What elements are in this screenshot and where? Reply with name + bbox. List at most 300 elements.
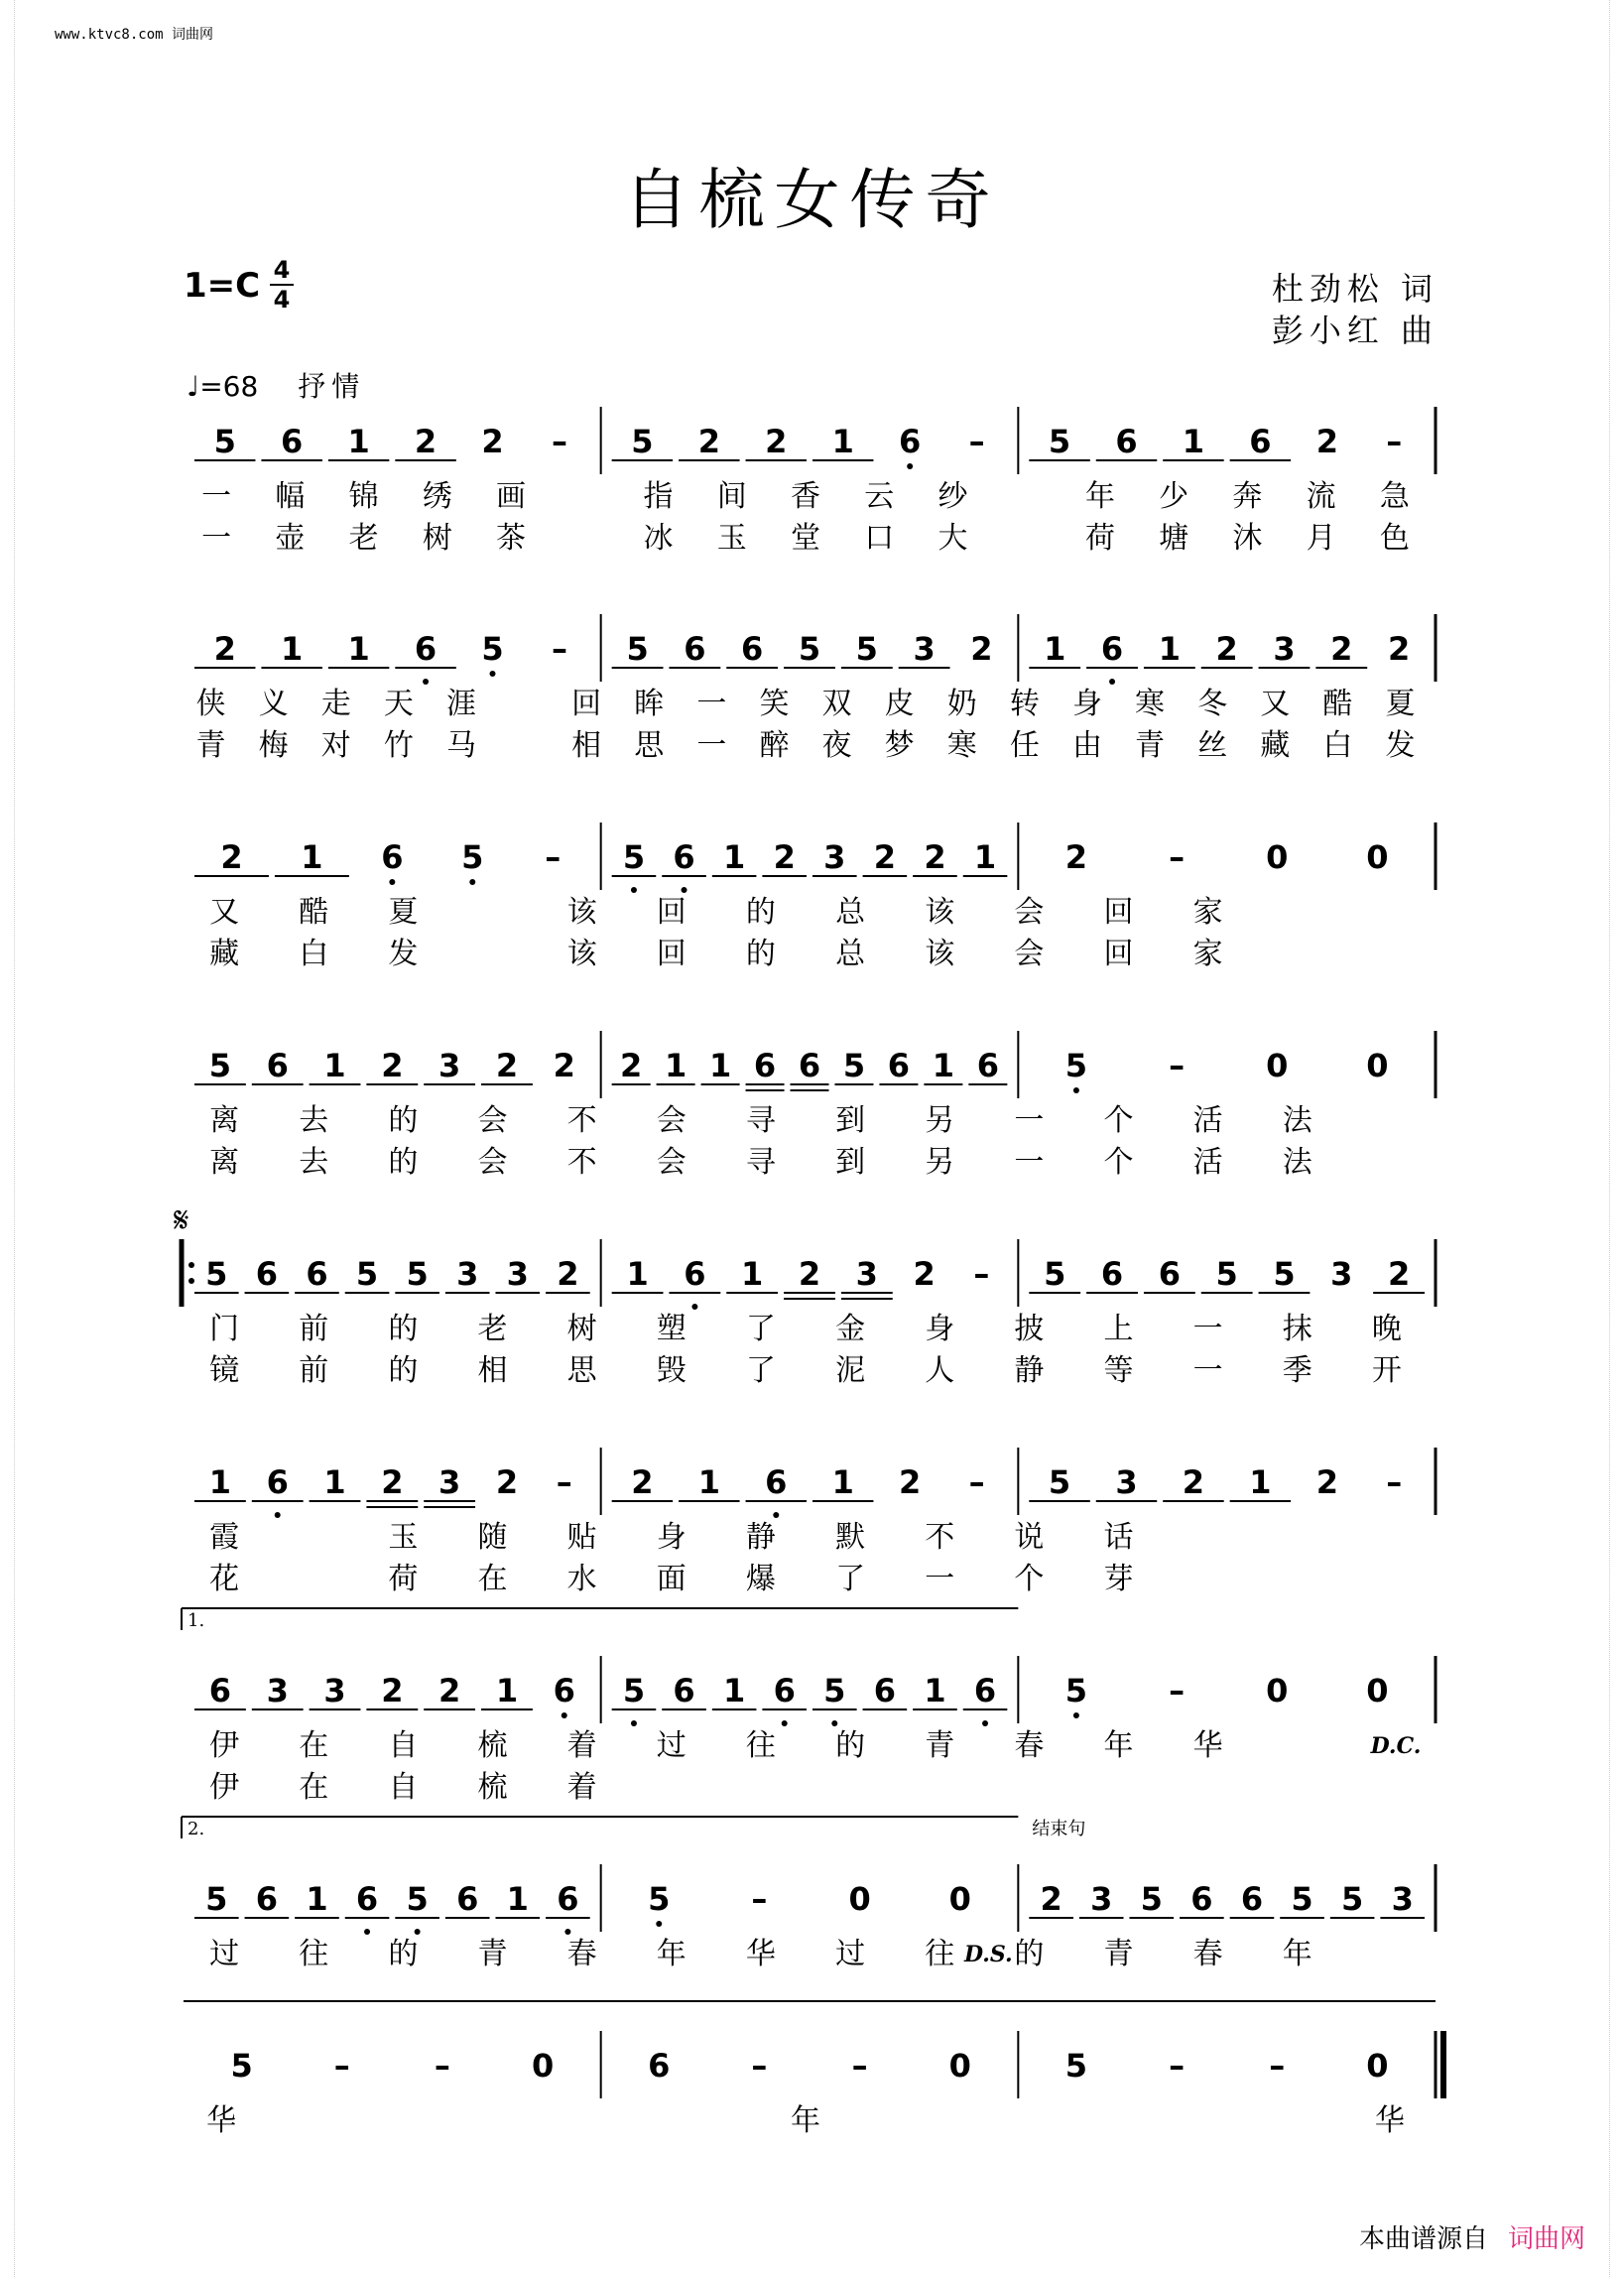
note: 3 [266,1672,289,1709]
octave-dot [1073,1712,1079,1718]
note: 6 [553,1672,575,1709]
lyric-char: 青 [477,1937,508,1971]
lyric-char: 夜 [821,728,852,763]
note: – [551,423,567,460]
lyric-char: 开 [1371,1353,1402,1388]
octave-dot [682,887,687,893]
lyric-char: 指 [643,479,674,514]
note: 3 [1273,630,1296,668]
lyric-char: 季 [1282,1353,1312,1388]
lyric-char: 到 [835,1145,866,1180]
note: 6 [414,630,437,668]
note: 5 [205,1880,228,1918]
lyric-char: 马 [445,728,476,763]
note: 6 [873,1672,897,1709]
note: 1 [323,1047,346,1084]
lyric-char: 会 [1014,895,1045,930]
note: – [556,1463,572,1501]
note: 1 [1249,1463,1272,1501]
note: 3 [1391,1880,1414,1918]
note: 3 [506,1255,529,1293]
lyric-char: 霞 [209,1520,240,1555]
lyric-char: 个 [1103,1103,1134,1138]
lyric-char: 披 [1014,1312,1045,1346]
lyric-char: 自 [388,1728,419,1763]
lyric-char: 醉 [759,728,790,763]
note: 2 [381,1047,404,1084]
note: 6 [1158,1255,1181,1293]
note: 0 [1366,1047,1389,1084]
lyric-char: 堂 [791,521,820,556]
octave-dot [1073,1087,1079,1093]
lyric-char: 锦 [348,479,379,514]
octave-dot [1109,679,1115,685]
lyric-char: 身 [925,1312,955,1346]
note: 5 [1048,423,1071,460]
lyric-char: 身 [656,1520,687,1555]
note: 5 [406,1255,429,1293]
note: 6 [887,1047,911,1084]
octave-dot [782,1720,788,1726]
octave-dot [423,679,429,685]
lyric-char: 思 [566,1353,597,1388]
lyric-char: 寒 [946,728,977,763]
lyric-char: 人 [925,1353,955,1388]
note: 3 [456,1255,479,1293]
note: 6 [456,1880,479,1918]
lyric-char: 面 [656,1562,687,1596]
lyric-char: 年 [656,1937,687,1971]
lyric-char: 眸 [634,687,665,721]
lyric-char: 回 [1103,895,1134,930]
lyric-char: 寻 [745,1103,776,1138]
note: 6 [255,1255,279,1293]
lyric-char: 的 [388,1353,419,1388]
lyric-char: 又 [209,895,240,930]
lyric-char: 年 [1103,1728,1134,1763]
lyric-char: 着 [566,1770,597,1805]
lyric-char: 静 [1014,1353,1045,1388]
octave-dot [389,879,395,885]
lyric-char: 花 [209,1562,240,1596]
lyric-char: 一 [1192,1312,1223,1346]
lyric-char: 另 [925,1145,955,1180]
lyric-char: 爆 [745,1562,776,1596]
lyric-char: 荷 [388,1562,419,1596]
note: 2 [924,838,946,876]
note: – [545,838,562,876]
lyric-char: 天 [383,687,414,721]
note: 2 [765,423,788,460]
lyric-char: 总 [835,895,866,930]
lyric-char: 往 [745,1728,776,1763]
lyric-char: 发 [1385,728,1416,763]
note: 2 [1387,1255,1411,1293]
tempo-value: ♩=68 [187,370,259,403]
note: 0 [1366,838,1389,876]
note: 5 [823,1672,846,1709]
note: 3 [1090,1880,1113,1918]
note: 1 [708,1047,732,1084]
note: 5 [1064,1672,1088,1709]
octave-dot [415,1929,421,1935]
lyric-char: 年 [1282,1937,1312,1971]
time-signature-bottom: 4 [270,284,294,314]
lyric-char: 由 [1071,728,1102,763]
note: 3 [438,1463,461,1501]
lyric-char: 冰 [643,521,674,556]
lyric-char: 冬 [1197,687,1228,721]
note: 1 [208,1463,232,1501]
octave-dot [656,1921,662,1927]
note: 2 [381,1463,404,1501]
note: – [751,2047,768,2085]
lyric-char: 走 [320,687,351,721]
lyric-char: 酷 [299,895,329,930]
lyric-char: 涯 [445,687,476,721]
note: 2 [481,423,504,460]
lyricist: 杜劲松 词 [1271,270,1438,308]
lyric-char: 年 [1084,479,1115,514]
lyric-char: 门 [209,1312,240,1346]
lyric-char: 家 [1192,937,1223,971]
note: – [1169,1672,1186,1709]
lyric-char: 塑 [656,1312,687,1346]
lyric-char: 离 [209,1103,240,1138]
note: 2 [1040,1880,1062,1918]
lyric-char: 侠 [195,687,226,721]
note: 3 [913,630,936,668]
lyric-char: 默 [835,1520,866,1555]
lyric-char: 寒 [1135,687,1166,721]
octave-dot [831,1720,837,1726]
note: 2 [1330,630,1353,668]
lyric-char: 家 [1192,895,1223,930]
lyric-char: 往 [925,1937,955,1971]
segno-sign: 𝄋 [174,1201,189,1241]
lyric-char: 间 [716,479,747,514]
song-title: 自梳女传奇 [623,162,1001,238]
note: 1 [1158,630,1181,668]
note: 0 [1266,1672,1289,1709]
note: 2 [557,1255,579,1293]
note: 5 [1273,1255,1296,1293]
lyric-char: 色 [1379,521,1410,556]
note: 2 [620,1047,643,1084]
lyric-char: 活 [1192,1145,1223,1180]
note: 2 [631,1463,654,1501]
note: 3 [438,1047,461,1084]
lyric-char: 离 [209,1145,240,1180]
note: 5 [213,423,236,460]
lyric-char: 华 [206,2103,237,2138]
lyric-char: 往 [299,1937,329,1971]
lyric-char: 思 [634,728,665,763]
note: 3 [323,1672,346,1709]
note: 1 [973,838,997,876]
note: 2 [873,838,897,876]
note: 6 [1100,1255,1124,1293]
note: 6 [741,630,764,668]
note: 6 [973,1672,997,1709]
lyric-char: 藏 [1260,728,1291,763]
lyric-char: 树 [422,521,452,556]
lyric-char: 前 [299,1312,329,1346]
note: 5 [648,1880,671,1918]
note: – [1169,2047,1186,2085]
lyric-char: 身 [1071,687,1102,721]
lyric-char: 去 [299,1145,329,1180]
note: 2 [495,1047,519,1084]
note: – [333,2047,350,2085]
note: 2 [798,1255,821,1293]
note: 6 [765,1463,788,1501]
footer-brand: 词曲网 [1508,2224,1586,2254]
lyric-char: 该 [566,895,597,930]
note: 1 [323,1463,346,1501]
lyric-char: 个 [1014,1562,1045,1596]
repeat-mark: D.S. [963,1942,1013,1967]
note: 6 [355,1880,379,1918]
lyric-char: 会 [477,1145,508,1180]
lyric-char: 该 [566,937,597,971]
lyric-char: 回 [656,895,687,930]
lyric-char: 画 [496,479,527,514]
note: 6 [1190,1880,1213,1918]
lyric-char: 发 [388,937,419,971]
octave-dot [564,1929,570,1935]
mood-marking: 抒情 [298,370,366,403]
note: 0 [531,2047,555,2085]
lyric-char: 寻 [745,1145,776,1180]
note: – [1386,1463,1403,1501]
lyric-char: 塘 [1159,521,1189,556]
lyric-char: 华 [745,1937,776,1971]
note: 1 [1044,630,1066,668]
note: 2 [414,423,437,460]
note: 6 [266,1463,289,1501]
lyric-char: 前 [299,1353,329,1388]
lyric-char: 回 [656,937,687,971]
lyric-char: 会 [1014,937,1045,971]
note: 5 [205,1255,228,1293]
note: 5 [626,630,649,668]
note: 3 [823,838,846,876]
lyric-char: 不 [566,1145,597,1180]
lyric-char: 的 [388,1145,419,1180]
note: 1 [495,1672,519,1709]
repeat-dot [188,1278,194,1284]
lyric-char: 的 [388,1312,419,1346]
lyric-char: 上 [1103,1312,1134,1346]
note: 5 [355,1255,379,1293]
note: 5 [1340,1880,1364,1918]
lyric-char: 白 [299,937,329,971]
note: 1 [281,630,304,668]
lyric-char: 竹 [383,728,414,763]
note: 1 [722,1672,746,1709]
lyric-char: 梳 [477,1770,508,1805]
note: 0 [1266,1047,1289,1084]
lyric-char: 了 [745,1312,776,1346]
note: 5 [1140,1880,1163,1918]
lyric-char: 白 [1322,728,1353,763]
lyric-char: 活 [1192,1103,1223,1138]
lyric-char: 镜 [209,1353,240,1388]
note: 5 [1215,1255,1238,1293]
note: 2 [1182,1463,1205,1501]
lyric-char: 春 [1014,1728,1045,1763]
lyric-char: 义 [258,687,289,721]
lyric-char: 奔 [1232,479,1263,514]
site-url: www.ktvc8.com 词曲网 [55,27,214,43]
note: 3 [855,1255,878,1293]
lyric-char: 的 [388,1937,419,1971]
note: 0 [1266,838,1289,876]
lyric-char: 静 [745,1520,776,1555]
lyric-char: 相 [477,1353,508,1388]
lyric-char: 一 [696,687,727,721]
lyric-char: 茶 [496,521,527,556]
note: 6 [1249,423,1272,460]
lyric-char: 该 [925,895,955,930]
note: 2 [970,630,993,668]
note: 1 [722,838,746,876]
lyric-char: 春 [566,1937,597,1971]
lyric-char: 金 [835,1312,866,1346]
lyric-char: 贴 [566,1520,597,1555]
note: 5 [481,630,504,668]
octave-dot [773,1512,779,1518]
lyric-char: 会 [656,1103,687,1138]
note: 5 [842,1047,866,1084]
lyric-char: 月 [1306,521,1336,556]
note: 2 [1064,838,1088,876]
note: 2 [1315,423,1338,460]
note: – [968,423,985,460]
octave-dot [631,887,637,893]
note: 2 [1315,1463,1338,1501]
note: 1 [924,1672,946,1709]
lyric-char: 毁 [656,1353,687,1388]
note: 3 [1330,1255,1353,1293]
note: 0 [1366,1672,1389,1709]
lyric-char: 年 [791,2103,820,2138]
note: 2 [438,1672,461,1709]
lyric-char: 话 [1103,1520,1134,1555]
note: 2 [220,838,243,876]
octave-dot [907,463,913,469]
note: 2 [495,1463,519,1501]
octave-dot [490,671,496,677]
lyric-char: 急 [1379,479,1410,514]
lyric-char: 一 [925,1562,955,1596]
note: 1 [932,1047,955,1084]
lyric-char: 的 [745,895,776,930]
lyric-char: 沐 [1232,521,1263,556]
lyric-char: 过 [656,1728,687,1763]
lyric-char: 幅 [275,479,306,514]
note: 2 [773,838,796,876]
lyric-char: 抹 [1282,1312,1312,1346]
note: – [1386,423,1403,460]
note: 6 [684,630,706,668]
octave-dot [631,1720,637,1726]
note: 1 [626,1255,649,1293]
lyric-char: 夏 [1385,687,1416,721]
lyric-char: 树 [566,1312,597,1346]
coda-label: 结束句 [1032,1819,1086,1839]
note: 5 [1044,1255,1066,1293]
lyric-char: 伊 [209,1770,240,1805]
lyric-char: 在 [299,1728,329,1763]
note: 1 [697,1463,720,1501]
lyric-char: 会 [477,1103,508,1138]
lyric-char: 了 [745,1353,776,1388]
note: 6 [648,2047,671,2085]
lyric-char: 一 [201,521,232,556]
note: – [551,630,567,668]
note: 6 [673,838,695,876]
note: 2 [697,423,720,460]
note: 2 [553,1047,575,1084]
note: 5 [230,2047,253,2085]
note: 0 [948,2047,971,2085]
lyric-char: 的 [1014,1937,1045,1971]
note: 1 [741,1255,764,1293]
lyric-char: 青 [1103,1937,1134,1971]
note: 1 [831,423,854,460]
repeat-dot [188,1262,194,1268]
note: 6 [798,1047,821,1084]
lyric-char: 随 [477,1520,508,1555]
note: 5 [798,630,821,668]
lyric-char: 皮 [884,687,915,721]
note: 0 [848,1880,871,1918]
lyric-char: 等 [1103,1353,1134,1388]
lyric-char: 老 [348,521,379,556]
lyric-char: 一 [201,479,232,514]
note: 5 [208,1047,232,1084]
repeat-mark: D.C. [1370,1733,1422,1759]
note: – [851,2047,868,2085]
lyric-char: 的 [835,1728,866,1763]
note: 0 [1366,2047,1389,2085]
lyric-char: 该 [925,937,955,971]
footer-label: 本曲谱源自 [1359,2224,1489,2254]
lyric-char: 少 [1159,479,1189,514]
lyric-char: 回 [571,687,602,721]
octave-dot [469,879,475,885]
lyric-char: 云 [864,479,895,514]
note: 5 [622,838,646,876]
note: 1 [301,838,323,876]
lyric-char: 过 [835,1937,866,1971]
note: 6 [557,1880,579,1918]
note: 1 [831,1463,854,1501]
note: 6 [673,1672,695,1709]
lyric-char: 夏 [388,895,419,930]
lyric-char: 对 [320,728,351,763]
lyric-char: 笑 [759,687,790,721]
lyric-char: 藏 [209,937,240,971]
octave-dot [691,1304,697,1310]
note: – [1169,838,1186,876]
note: 5 [855,630,878,668]
note: 5 [631,423,654,460]
note: 5 [622,1672,646,1709]
lyric-char: 春 [1192,1937,1223,1971]
